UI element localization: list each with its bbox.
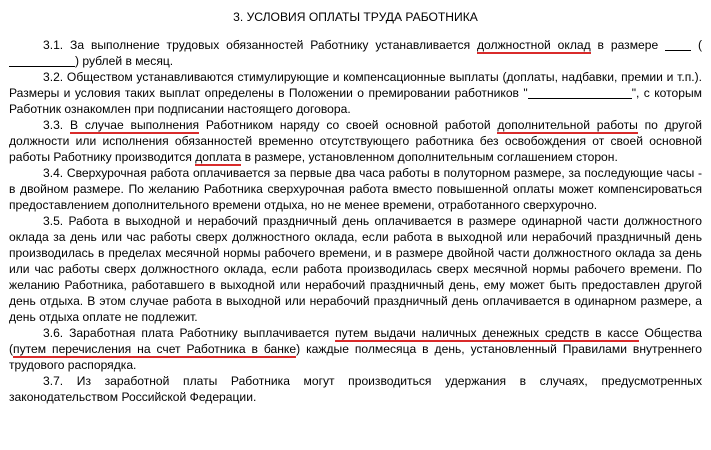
section-title: 3. УСЛОВИЯ ОПЛАТЫ ТРУДА РАБОТНИКА: [233, 10, 478, 24]
p36-text-c: ) каждые полмесяца в день, установленный Правилами внутреннего трудового распорядка.: [9, 342, 702, 372]
paragraph-3-3: [9, 117, 702, 165]
paragraph-3-5: 3.5. Работа в выходной и нерабочий праздничный день оплачивается в размере одинарной части должностного оклада за день или час работы сверх должностного оклада, если работа в выходной или нерабочий праздничный день производилась в пределах месячной нормы рабочего времени, и в размере двойной части должностного оклада за день или час работы сверх должностного оклада, если работа производилась сверх месячной нормы рабочего времени. По желанию Работника, работавшего в выходной или нерабочий праздничный день, ему может быть предоставлен другой день отдыха. В этом случае работа в выходной или нерабочий праздничный день оплачивается в одинарном размере, а день отдыха оплате не подлежит.: [9, 214, 702, 324]
paragraph-3-1: [9, 37, 702, 69]
p32-text-b: ", с которым Работник ознакомлен при подписании настоящего договора.: [9, 86, 702, 116]
p32-regulation-blank: [528, 86, 632, 99]
p36-text-b: Общества (: [9, 326, 702, 356]
p36-text-a: 3.6. Заработная плата Работнику выплачивается: [43, 326, 336, 340]
p32-text-a: 3.2. Обществом устанавливаются стимулирующие и компенсационные выплаты (доплаты, надбавки, премии и т.п.). Размеры и условия таких выплат определены в Положении о премировании работников ": [9, 70, 702, 100]
p31-amount-words-blank: [9, 54, 75, 67]
paragraph-3-4: 3.4. Сверхурочная работа оплачивается за первые два часа работы в полуторном размере, за последующие часы - в двойном размере. По желанию Работника сверхурочная работа вместо повышенной оплаты может компенсироваться предоставлением дополнительного времени отдыха, но не менее времени, отработанного сверхурочно.: [9, 166, 702, 212]
p31-text-a: 3.1. За выполнение трудовых обязанностей Работнику устанавливается: [43, 38, 477, 52]
paragraph-3-2: [9, 69, 702, 117]
p33-underline-case: В случае выполнения: [69, 118, 200, 132]
p36-underline-cash: путем выдачи наличных денежных средств в кассе: [335, 326, 639, 340]
p33-text-c: по другой должности или исполнения обязанностей временно отсутствующего работника без освобождения от своей основной работы Работнику производится: [9, 118, 702, 164]
p31-underline-salary: должностной оклад: [477, 38, 591, 52]
p31-text-d: ) рублей в месяц.: [75, 54, 174, 68]
p33-underline-additional-work: дополнительной работы: [497, 118, 638, 132]
p31-text-c: (: [691, 38, 702, 52]
p36-underline-bank-transfer: путем перечисления на счет Работника в банке: [13, 342, 297, 356]
p33-text-b: Работником наряду со своей основной работой: [199, 118, 498, 132]
paragraph-3-6: [9, 325, 702, 373]
p33-text-d: в размере, установленном дополнительным соглашением сторон.: [241, 150, 618, 164]
p33-underline-surcharge: доплата: [195, 150, 242, 164]
p31-amount-blank: [665, 38, 691, 51]
paragraph-3-7: 3.7. Из заработной платы Работника могут производиться удержания в случаях, предусмотренных законодательством Российской Федерации.: [9, 374, 702, 404]
p31-text-b: в размере: [590, 38, 659, 52]
p33-text-a: 3.3.: [43, 118, 70, 132]
